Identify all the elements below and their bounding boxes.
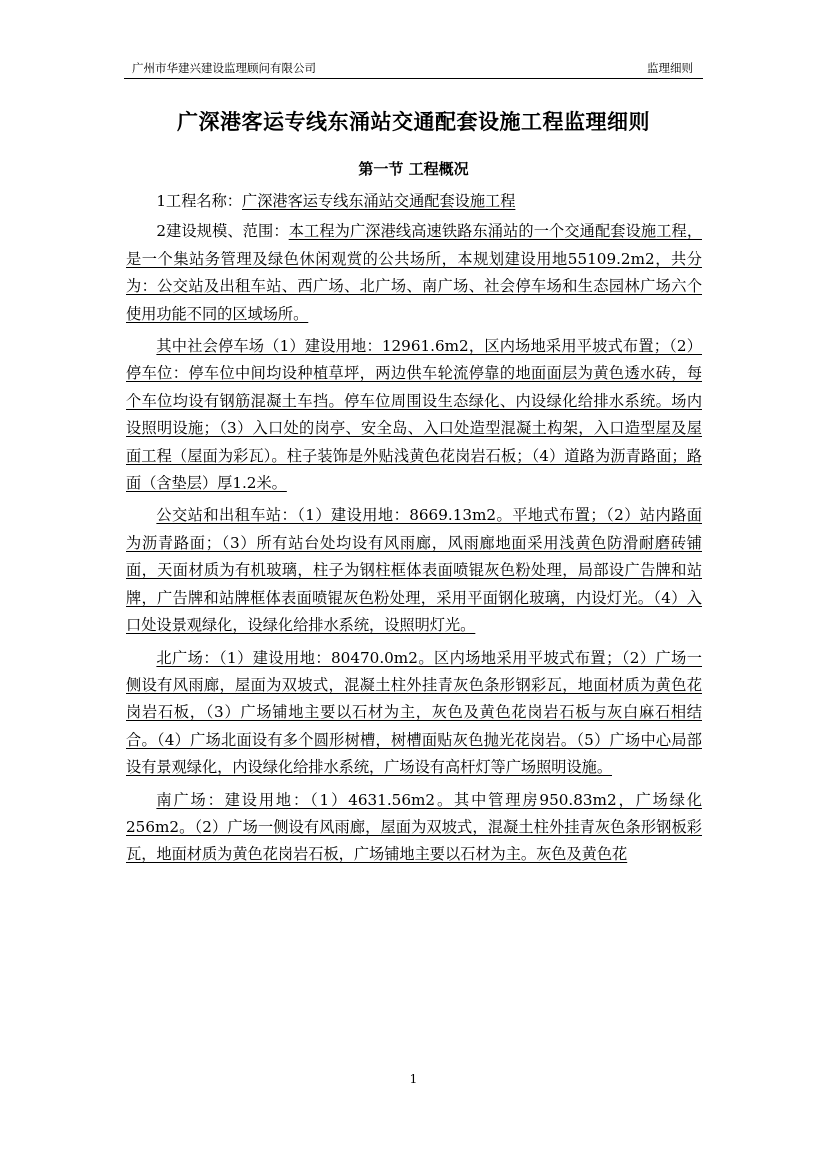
page-header bbox=[124, 60, 703, 79]
paragraph-text: 其中社会停车场（1）建设用地：12961.6m2，区内场地采用平坡式布置；（2）停车位：停车位中间均设种植草坪，两边供车轮流停靠的地面面层为黄色透水砖，每个车位均设有钢筋混凝土车挡。停车位周围设生态绿化、内设绿化给排水系统。场内设照明设施；（3）入口处的岗亭、安全岛、入口处造型混凝土构架，入口造型屋及屋面工程（屋面为彩瓦）。柱子装饰是外贴浅黄色花岗岩石板；（4）道路为沥青路面；路面（含垫层）厚1.2米。 bbox=[126, 337, 702, 493]
page-number: 1 bbox=[409, 1072, 418, 1086]
paragraph-text: 广深港客运专线东涌站交通配套设施工程 bbox=[242, 192, 516, 210]
document-body bbox=[126, 188, 702, 874]
paragraph-scale bbox=[126, 218, 702, 328]
section-heading: 第一节 工程概况 bbox=[358, 160, 469, 178]
header-company: 广州市华建兴建设监理顾问有限公司 bbox=[132, 61, 316, 75]
paragraph-south-plaza bbox=[126, 787, 702, 869]
paragraph-text: 本工程为广深港线高速铁路东涌站的一个交通配套设施工程，是一个集站务管理及绿色休闲观赏的公共场所，本规划建设用地55109.2m2，共分为：公交站及出租车站、西广场、北广场、南广场、社会停车场和生态园林广场六个使用功能不同的区域场所。 bbox=[126, 222, 702, 323]
paragraph-bus-taxi bbox=[126, 502, 702, 639]
paragraph-lead: 2建设规模、范围： bbox=[156, 222, 289, 241]
document-title: 广深港客运专线东涌站交通配套设施工程监理细则 bbox=[177, 109, 650, 134]
header-doc-type: 监理细则 bbox=[647, 61, 693, 75]
paragraph-lead: 1工程名称： bbox=[156, 192, 242, 210]
paragraph-text: 北广场：（1）建设用地：80470.0m2。区内场地采用平坡式布置；（2）广场一侧设有风雨廊，屋面为双坡式，混凝土柱外挂青灰色条形钢彩瓦，地面材质为黄色花岗岩石板，（3）广场铺地主要以石材为主，灰色及黄色花岗岩石板与灰白麻石相结合。（4）广场北面设有多个圆形树槽，树槽面贴灰色抛光花岗岩。（5）广场中心局部设有景观绿化，内设绿化给排水系统，广场设有高杆灯等广场照明设施。 bbox=[126, 648, 702, 777]
paragraph-parking bbox=[126, 333, 702, 497]
paragraph-text: 南广场：建设用地：（1）4631.56m2。其中管理房950.83m2，广场绿化256m2。（2）广场一侧设有风雨廊，屋面为双坡式，混凝土柱外挂青灰色条形钢板彩瓦，地面材质为黄色花岗岩石板，广场铺地主要以石材为主。灰色及黄色花 bbox=[126, 790, 702, 864]
paragraph-text: 公交站和出租车站：（1）建设用地：8669.13m2。平地式布置；（2）站内路面为沥青路面；（3）所有站台处均设有风雨廊，风雨廊地面采用浅黄色防滑耐磨砖铺面，天面材质为有机玻璃，柱子为钢柱框体表面喷锟灰色粉处理，局部设广告牌和站牌，广告牌和站牌框体表面喷锟灰色粉处理，采用平面钢化玻璃，内设灯光。（4）入口处设景观绿化，设绿化给排水系统，设照明灯光。 bbox=[126, 506, 702, 635]
paragraph-north-plaza bbox=[126, 645, 702, 782]
paragraph-project-name bbox=[126, 188, 702, 215]
